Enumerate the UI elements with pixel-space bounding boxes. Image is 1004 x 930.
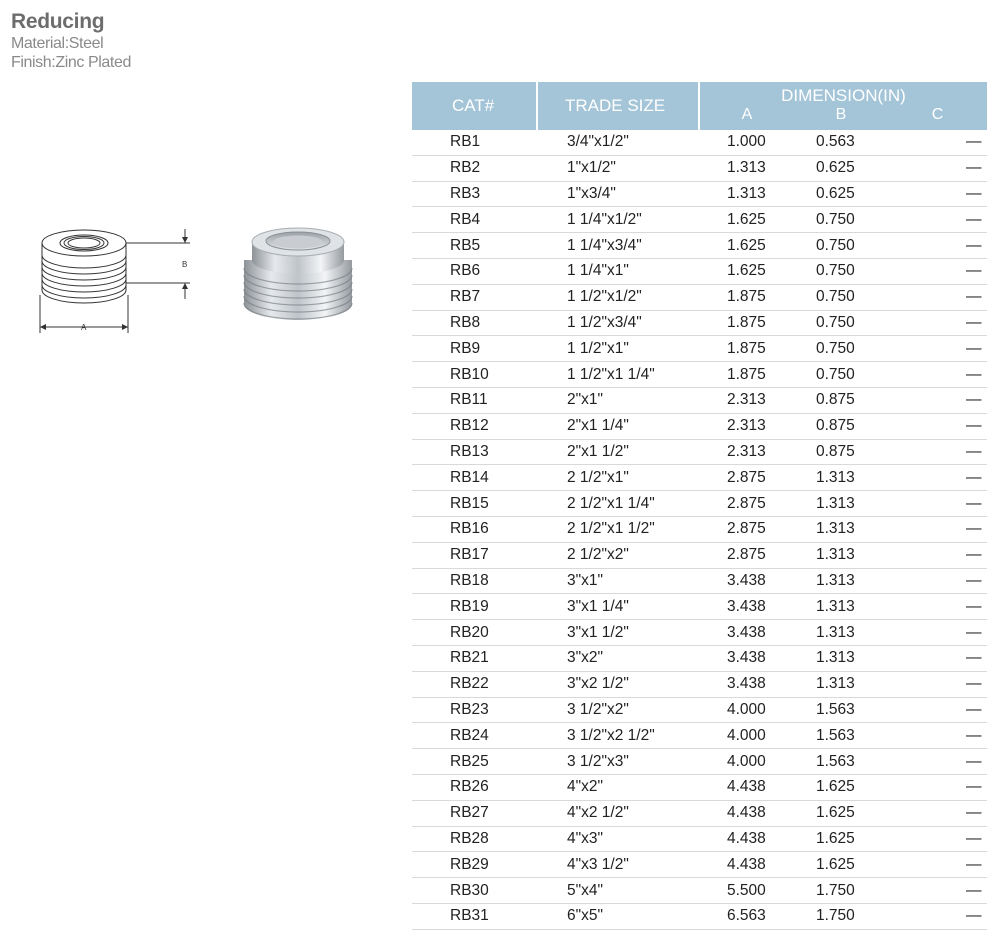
table-row — [412, 594, 987, 620]
trade-size-cell: 1 1/4"x3/4" — [537, 233, 699, 259]
dim-a-cell: 3.438 — [699, 620, 794, 646]
table-row — [412, 516, 987, 542]
dim-b-cell: 1.313 — [794, 491, 888, 517]
dim-c-cell: — — [888, 387, 987, 413]
dim-b-cell: 1.313 — [794, 516, 888, 542]
dim-c-cell: — — [888, 491, 987, 517]
cat-cell: RB21 — [412, 645, 537, 671]
dim-c-cell: — — [888, 568, 987, 594]
dim-a-cell: 4.438 — [699, 852, 794, 878]
table-row — [412, 826, 987, 852]
trade-size-cell: 2 1/2"x2" — [537, 542, 699, 568]
dim-b-cell: 1.313 — [794, 542, 888, 568]
table-row — [412, 130, 987, 155]
dim-a-cell: 2.875 — [699, 516, 794, 542]
trade-size-cell: 4"x2 1/2" — [537, 800, 699, 826]
dim-c-cell: — — [888, 258, 987, 284]
table-row — [412, 181, 987, 207]
dimension-table — [412, 82, 987, 930]
cat-cell: RB6 — [412, 258, 537, 284]
dim-c-cell: — — [888, 749, 987, 775]
page-title: Reducing — [11, 10, 105, 33]
dim-c-cell: — — [888, 594, 987, 620]
cat-cell: RB8 — [412, 310, 537, 336]
table-row — [412, 207, 987, 233]
cat-cell: RB24 — [412, 723, 537, 749]
table-row — [412, 284, 987, 310]
dim-c-cell: — — [888, 465, 987, 491]
dim-c-cell: — — [888, 362, 987, 388]
dim-b-cell: 1.625 — [794, 774, 888, 800]
table-row — [412, 878, 987, 904]
trade-size-cell: 3"x1 1/4" — [537, 594, 699, 620]
cat-cell: RB11 — [412, 387, 537, 413]
dim-b-cell: 0.750 — [794, 284, 888, 310]
product-photo — [238, 212, 358, 327]
dim-b-cell: 1.313 — [794, 594, 888, 620]
trade-size-cell: 3"x2 1/2" — [537, 671, 699, 697]
trade-size-cell: 1 1/4"x1/2" — [537, 207, 699, 233]
cat-cell: RB1 — [412, 130, 537, 155]
dim-a-cell: 4.438 — [699, 826, 794, 852]
table-row — [412, 155, 987, 181]
label-a: A — [81, 323, 87, 332]
dim-c-cell: — — [888, 439, 987, 465]
trade-size-cell: 1 1/4"x1" — [537, 258, 699, 284]
trade-size-cell: 2"x1 1/4" — [537, 413, 699, 439]
table-row — [412, 800, 987, 826]
dim-c-cell: — — [888, 207, 987, 233]
dim-a-cell: 3.438 — [699, 568, 794, 594]
dim-a-cell: 2.875 — [699, 491, 794, 517]
dim-b-cell: 1.625 — [794, 826, 888, 852]
dim-a-cell: 2.313 — [699, 387, 794, 413]
cat-cell: RB15 — [412, 491, 537, 517]
trade-size-cell: 3 1/2"x3" — [537, 749, 699, 775]
cat-cell: RB22 — [412, 671, 537, 697]
header-c: C — [888, 106, 987, 130]
table-row — [412, 723, 987, 749]
header-dimension: DIMENSION(IN) — [699, 82, 987, 106]
dim-c-cell: — — [888, 723, 987, 749]
dim-a-cell: 1.625 — [699, 233, 794, 259]
dim-a-cell: 1.625 — [699, 207, 794, 233]
trade-size-cell: 3"x1 1/2" — [537, 620, 699, 646]
dim-c-cell: — — [888, 671, 987, 697]
dim-b-cell: 1.313 — [794, 671, 888, 697]
trade-size-cell: 1"x3/4" — [537, 181, 699, 207]
table-row — [412, 542, 987, 568]
dim-b-cell: 1.313 — [794, 645, 888, 671]
dim-a-cell: 3.438 — [699, 671, 794, 697]
header-trade-size: TRADE SIZE — [537, 82, 699, 130]
trade-size-cell: 2 1/2"x1 1/4" — [537, 491, 699, 517]
dim-c-cell: — — [888, 878, 987, 904]
cat-cell: RB30 — [412, 878, 537, 904]
dim-b-cell: 1.313 — [794, 465, 888, 491]
trade-size-cell: 3 1/2"x2" — [537, 697, 699, 723]
trade-size-cell: 4"x2" — [537, 774, 699, 800]
header-cat: CAT# — [412, 82, 537, 130]
trade-size-cell: 3"x2" — [537, 645, 699, 671]
dim-a-cell: 3.438 — [699, 594, 794, 620]
dim-a-cell: 1.000 — [699, 130, 794, 155]
dim-c-cell: — — [888, 155, 987, 181]
table-row — [412, 671, 987, 697]
table-row — [412, 749, 987, 775]
header-b: B — [794, 106, 888, 130]
trade-size-cell: 2 1/2"x1" — [537, 465, 699, 491]
dim-b-cell: 0.750 — [794, 336, 888, 362]
dim-a-cell: 6.563 — [699, 903, 794, 929]
table-row — [412, 903, 987, 929]
dim-c-cell: — — [888, 516, 987, 542]
dim-a-cell: 3.438 — [699, 645, 794, 671]
cat-cell: RB14 — [412, 465, 537, 491]
cat-cell: RB7 — [412, 284, 537, 310]
trade-size-cell: 3/4"x1/2" — [537, 130, 699, 155]
cat-cell: RB23 — [412, 697, 537, 723]
dim-b-cell: 0.750 — [794, 233, 888, 259]
table-row — [412, 465, 987, 491]
dim-a-cell: 1.875 — [699, 284, 794, 310]
table-row — [412, 362, 987, 388]
finish-text: Finish:Zinc Plated — [11, 54, 131, 71]
dim-a-cell: 4.438 — [699, 774, 794, 800]
title-block — [11, 10, 131, 72]
dim-b-cell: 0.875 — [794, 413, 888, 439]
trade-size-cell: 1 1/2"x1" — [537, 336, 699, 362]
trade-size-cell: 1 1/2"x3/4" — [537, 310, 699, 336]
trade-size-cell: 4"x3" — [537, 826, 699, 852]
cat-cell: RB16 — [412, 516, 537, 542]
dim-b-cell: 0.750 — [794, 310, 888, 336]
cat-cell: RB20 — [412, 620, 537, 646]
table-row — [412, 233, 987, 259]
cat-cell: RB12 — [412, 413, 537, 439]
dim-a-cell: 2.313 — [699, 413, 794, 439]
dim-b-cell: 0.625 — [794, 155, 888, 181]
dim-b-cell: 1.750 — [794, 903, 888, 929]
table-row — [412, 852, 987, 878]
header-a: A — [699, 106, 794, 130]
table-row — [412, 645, 987, 671]
cat-cell: RB3 — [412, 181, 537, 207]
dim-a-cell: 4.000 — [699, 749, 794, 775]
dim-b-cell: 0.875 — [794, 387, 888, 413]
trade-size-cell: 2"x1" — [537, 387, 699, 413]
dim-a-cell: 2.875 — [699, 542, 794, 568]
dim-c-cell: — — [888, 800, 987, 826]
cat-cell: RB2 — [412, 155, 537, 181]
table-row — [412, 439, 987, 465]
cat-cell: RB31 — [412, 903, 537, 929]
table-row — [412, 697, 987, 723]
trade-size-cell: 6"x5" — [537, 903, 699, 929]
trade-size-cell: 2"x1 1/2" — [537, 439, 699, 465]
dim-c-cell: — — [888, 697, 987, 723]
cat-cell: RB28 — [412, 826, 537, 852]
cat-cell: RB27 — [412, 800, 537, 826]
dim-c-cell: — — [888, 336, 987, 362]
table-row — [412, 774, 987, 800]
dim-b-cell: 0.625 — [794, 181, 888, 207]
dim-a-cell: 1.313 — [699, 181, 794, 207]
table-body — [412, 130, 987, 929]
cat-cell: RB10 — [412, 362, 537, 388]
cat-cell: RB18 — [412, 568, 537, 594]
cat-cell: RB19 — [412, 594, 537, 620]
cat-cell: RB4 — [412, 207, 537, 233]
dim-c-cell: — — [888, 310, 987, 336]
dim-b-cell: 1.563 — [794, 749, 888, 775]
table-row — [412, 310, 987, 336]
cat-cell: RB26 — [412, 774, 537, 800]
dim-a-cell: 4.000 — [699, 697, 794, 723]
cat-cell: RB5 — [412, 233, 537, 259]
dim-b-cell: 1.313 — [794, 620, 888, 646]
dim-a-cell: 1.875 — [699, 336, 794, 362]
dim-b-cell: 1.563 — [794, 723, 888, 749]
dim-c-cell: — — [888, 774, 987, 800]
dim-b-cell: 1.750 — [794, 878, 888, 904]
dim-c-cell: — — [888, 233, 987, 259]
dim-b-cell: 1.563 — [794, 697, 888, 723]
dim-c-cell: — — [888, 130, 987, 155]
dim-a-cell: 1.875 — [699, 362, 794, 388]
dim-c-cell: — — [888, 852, 987, 878]
table-row — [412, 258, 987, 284]
dim-c-cell: — — [888, 903, 987, 929]
table-row — [412, 387, 987, 413]
trade-size-cell: 3 1/2"x2 1/2" — [537, 723, 699, 749]
dim-a-cell: 4.000 — [699, 723, 794, 749]
dim-a-cell: 2.875 — [699, 465, 794, 491]
cat-cell: RB9 — [412, 336, 537, 362]
trade-size-cell: 1 1/2"x1/2" — [537, 284, 699, 310]
dim-a-cell: 1.875 — [699, 310, 794, 336]
table-row — [412, 568, 987, 594]
dim-c-cell: — — [888, 620, 987, 646]
dim-a-cell: 1.625 — [699, 258, 794, 284]
dim-b-cell: 0.750 — [794, 362, 888, 388]
dim-b-cell: 0.750 — [794, 258, 888, 284]
dim-c-cell: — — [888, 181, 987, 207]
dim-c-cell: — — [888, 284, 987, 310]
dim-c-cell: — — [888, 542, 987, 568]
table-row — [412, 336, 987, 362]
dim-b-cell: 0.750 — [794, 207, 888, 233]
dim-b-cell: 1.313 — [794, 568, 888, 594]
dim-a-cell: 2.313 — [699, 439, 794, 465]
dim-a-cell: 4.438 — [699, 800, 794, 826]
material-text: Material:Steel — [11, 35, 104, 52]
cat-cell: RB25 — [412, 749, 537, 775]
dim-a-cell: 1.313 — [699, 155, 794, 181]
table-row — [412, 620, 987, 646]
dim-b-cell: 0.875 — [794, 439, 888, 465]
cat-cell: RB17 — [412, 542, 537, 568]
trade-size-cell: 1 1/2"x1 1/4" — [537, 362, 699, 388]
dim-c-cell: — — [888, 826, 987, 852]
trade-size-cell: 3"x1" — [537, 568, 699, 594]
dimension-drawing — [30, 215, 205, 340]
dim-c-cell: — — [888, 413, 987, 439]
trade-size-cell: 4"x3 1/2" — [537, 852, 699, 878]
dim-a-cell: 5.500 — [699, 878, 794, 904]
dim-b-cell: 1.625 — [794, 852, 888, 878]
dim-b-cell: 0.563 — [794, 130, 888, 155]
dim-b-cell: 1.625 — [794, 800, 888, 826]
label-b: B — [182, 260, 188, 269]
dim-c-cell: — — [888, 645, 987, 671]
trade-size-cell: 5"x4" — [537, 878, 699, 904]
cat-cell: RB29 — [412, 852, 537, 878]
table-row — [412, 413, 987, 439]
table-row — [412, 491, 987, 517]
trade-size-cell: 2 1/2"x1 1/2" — [537, 516, 699, 542]
trade-size-cell: 1"x1/2" — [537, 155, 699, 181]
cat-cell: RB13 — [412, 439, 537, 465]
